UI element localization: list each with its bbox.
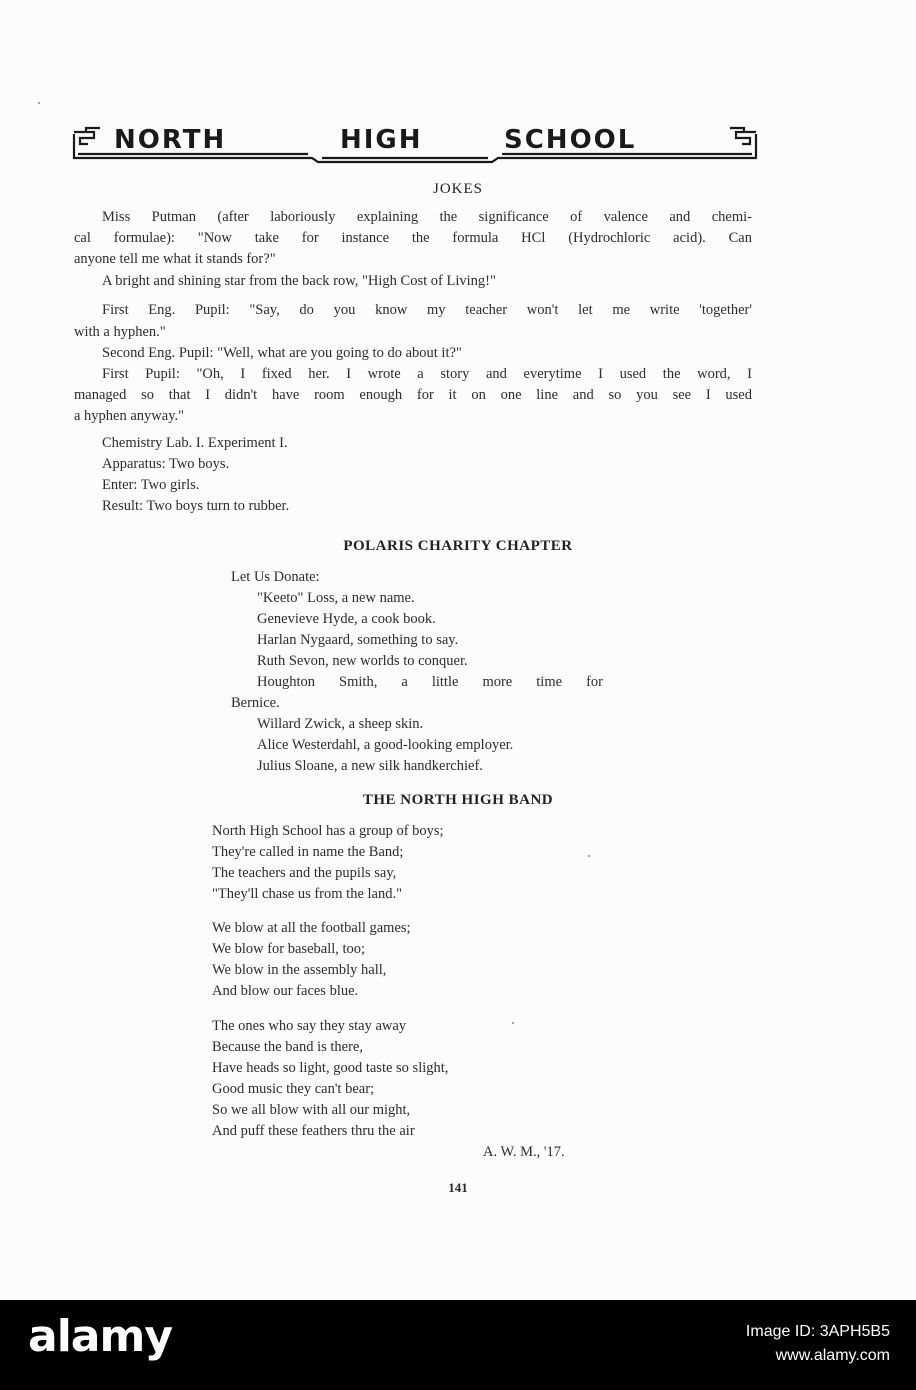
jokes-line-13: Enter: Two girls. [102, 477, 200, 493]
band-stanza2-line2: We blow for baseball, too; [212, 941, 366, 957]
scan-speck [512, 1022, 514, 1024]
polaris-line-4: Ruth Sevon, new worlds to conquer. [257, 653, 468, 669]
band-stanza3-line6: And puff these feathers thru the air [212, 1123, 415, 1139]
image-id-label: Image ID: 3APH5B5 [745, 1323, 890, 1340]
polaris-line-8: Alice Westerdahl, a good-looking employer. [257, 737, 514, 753]
stock-footer-bar [0, 1300, 916, 1390]
polaris-line-6: Bernice. [231, 695, 280, 711]
polaris-line-9: Julius Sloane, a new silk handkerchief. [257, 758, 483, 774]
jokes-line-2: cal formulae): "Now take for instance the formula HCl (Hydrochloric acid). Can [74, 230, 752, 246]
polaris-intro: Let Us Donate: [231, 569, 320, 585]
polaris-line-5: Houghton Smith, a little more time for [257, 674, 603, 690]
jokes-line-7: Second Eng. Pupil: "Well, what are you going to do about it?" [102, 345, 462, 361]
band-stanza3-line5: So we all blow with all our might, [212, 1102, 411, 1118]
jokes-line-10: a hyphen anyway." [74, 408, 185, 424]
jokes-line-12: Apparatus: Two boys. [102, 456, 230, 472]
jokes-line-8: First Pupil: "Oh, I fixed her. I wrote a story and everytime I used the word, I [102, 366, 752, 382]
band-stanza1-line3: The teachers and the pupils say, [212, 865, 397, 881]
jokes-line-3: anyone tell me what it stands for?" [74, 251, 276, 267]
site-url-label: www.alamy.com [775, 1347, 890, 1364]
jokes-line-11: Chemistry Lab. I. Experiment I. [102, 435, 288, 451]
band-stanza3-line1: The ones who say they stay away [212, 1018, 407, 1034]
masthead-word-north: NORTH [114, 125, 227, 155]
jokes-line-4: A bright and shining star from the back row, "High Cost of Living!" [102, 273, 496, 289]
polaris-line-2: Genevieve Hyde, a cook book. [257, 611, 436, 627]
masthead-word-school: SCHOOL [504, 125, 637, 155]
band-stanza3-line2: Because the band is there, [212, 1039, 363, 1055]
polaris-line-3: Harlan Nygaard, something to say. [257, 632, 459, 648]
scan-speck [38, 102, 40, 104]
masthead-banner [72, 124, 758, 166]
band-stanza3-line4: Good music they can't bear; [212, 1081, 375, 1097]
band-stanza2-line3: We blow in the assembly hall, [212, 962, 387, 978]
footer-info [690, 1320, 890, 1368]
jokes-line-6: with a hyphen." [74, 324, 166, 340]
masthead-word-high: HIGH [340, 125, 423, 155]
polaris-line-1: "Keeto" Loss, a new name. [257, 590, 415, 606]
polaris-line-7: Willard Zwick, a sheep skin. [257, 716, 424, 732]
scan-speck [588, 855, 590, 857]
jokes-line-5: First Eng. Pupil: "Say, do you know my teacher won't let me write 'together' [102, 302, 752, 318]
band-stanza1-line2: They're called in name the Band; [212, 844, 404, 860]
band-heading: THE NORTH HIGH BAND [362, 792, 554, 808]
band-stanza1-line4: "They'll chase us from the land." [212, 886, 403, 902]
band-stanza2-line1: We blow at all the football games; [212, 920, 411, 936]
jokes-line-9: managed so that I didn't have room enough for it on one line and so you see I used [74, 387, 752, 403]
jokes-line-14: Result: Two boys turn to rubber. [102, 498, 290, 514]
jokes-line-1: Miss Putman (after laboriously explaining the significance of valence and chemi- [102, 209, 752, 225]
band-signature: A. W. M., '17. [483, 1144, 565, 1160]
band-stanza3-line3: Have heads so light, good taste so slight, [212, 1060, 449, 1076]
page-number: 141 [448, 1180, 468, 1195]
band-stanza2-line4: And blow our faces blue. [212, 983, 359, 999]
polaris-heading: POLARIS CHARITY CHAPTER [343, 538, 573, 554]
band-stanza1-line1: North High School has a group of boys; [212, 823, 444, 839]
alamy-logo: alamy [28, 1311, 172, 1362]
jokes-heading: JOKES [432, 181, 483, 197]
